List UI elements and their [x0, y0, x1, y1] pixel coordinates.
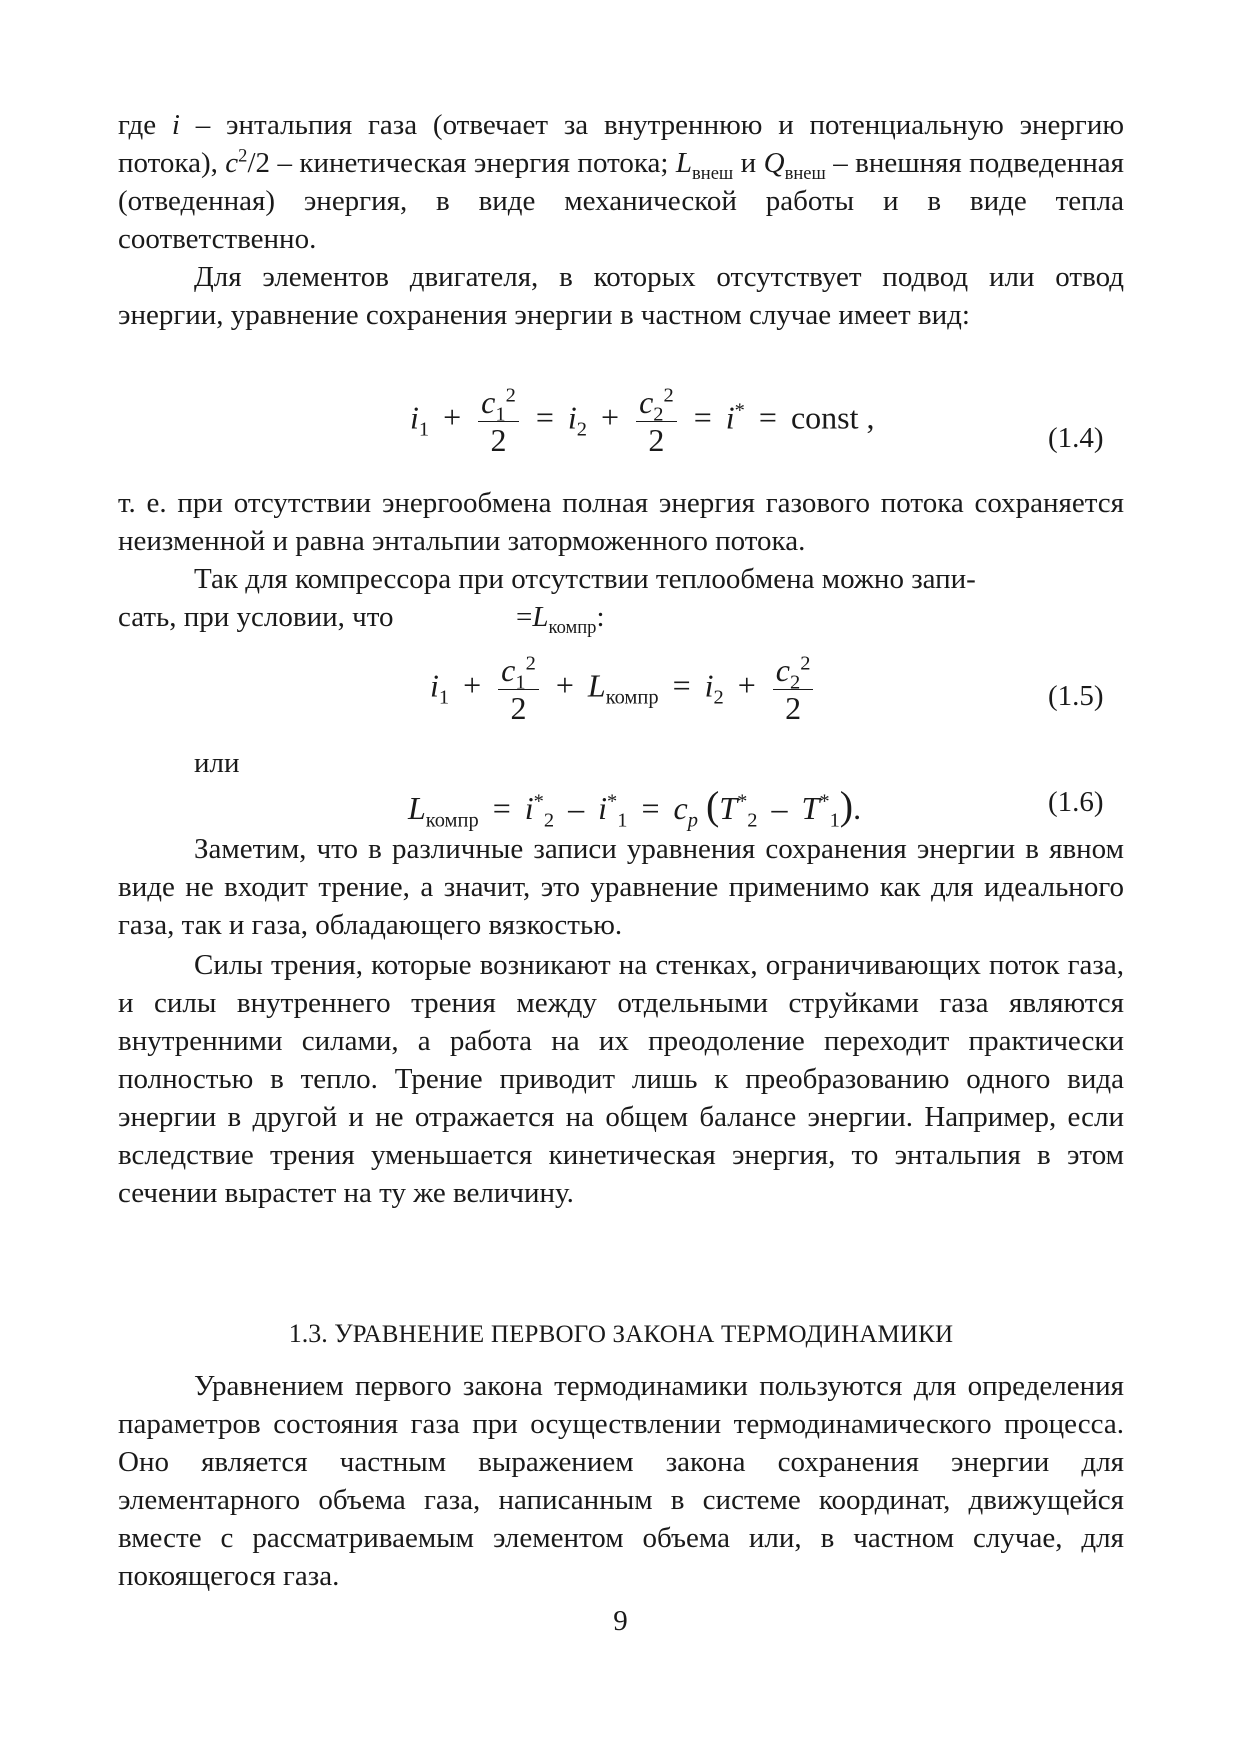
plus-sign: +: [737, 667, 756, 704]
subscript: 2: [576, 418, 588, 441]
subscript: 2: [653, 403, 664, 426]
minus-sign: –: [568, 790, 585, 826]
equals-sign: =: [535, 399, 554, 436]
subscript: 2: [747, 809, 758, 832]
section-number: 1.3.: [288, 1319, 335, 1348]
equation-number-1-4: (1.4): [1048, 422, 1104, 454]
equals-sign: =: [672, 667, 691, 704]
var-T: T: [801, 790, 820, 826]
text-run: и: [733, 147, 764, 179]
right-paren: ): [839, 783, 854, 828]
var-T: T: [719, 790, 738, 826]
paragraph-enthalpy-definition: [118, 106, 1124, 258]
subscript: 1: [829, 809, 840, 832]
subscript: внеш: [692, 162, 734, 184]
equals-sign: =: [693, 399, 712, 436]
superscript: *: [819, 790, 830, 813]
subscript: 2: [790, 671, 801, 694]
fraction: [478, 384, 519, 458]
superscript: 2: [800, 652, 811, 675]
paragraph-energy-conservation-intro: Для элементов двигателя, в которых отсутствует подвод или отвод энергии, уравнение сохранения энергии в частном случае имеет вид:: [118, 261, 1124, 331]
var-Q: Q: [763, 147, 785, 179]
var-i: i: [524, 790, 534, 826]
var-c: c: [501, 652, 516, 688]
superscript: *: [606, 790, 618, 813]
var-L: L: [408, 790, 426, 826]
superscript: 2: [505, 384, 516, 407]
equation-number-1-6: (1.6): [1048, 786, 1104, 818]
equals-sign: =: [516, 601, 533, 633]
paragraph-compressor-line1: Так для компрессора при отсутствии теплообмена можно запи-: [194, 563, 976, 595]
equals-sign: =: [641, 790, 660, 826]
subscript: 1: [438, 686, 450, 709]
or-word: или: [194, 747, 240, 779]
section-heading: [118, 1317, 1124, 1352]
paragraph-total-energy: т. е. при отсутствии энергообмена полная энергия газового потока сохраняется неизменной и равна энтальпии заторможенного потока.: [118, 487, 1124, 557]
var-L: L: [675, 147, 693, 179]
numerator: [773, 652, 814, 694]
equation-1-5: [430, 652, 816, 726]
page-number: 9: [613, 1605, 628, 1637]
paragraph-friction-note: Заметим, что в различные записи уравнения сохранения энергии в явном виде не входит трение, а значит, это уравнение применимо как для идеального газа, так и газа, обладающего вязкостью.: [118, 833, 1124, 941]
subscript: p: [687, 809, 698, 832]
subscript: 1: [617, 809, 628, 832]
const-text: const: [790, 399, 859, 436]
subscript: компр: [425, 809, 479, 832]
fraction: [773, 652, 814, 726]
var-i: i: [567, 399, 577, 436]
plus-sign: +: [443, 399, 462, 436]
denominator: 2: [490, 422, 507, 458]
subscript: 1: [495, 403, 506, 426]
denominator: 2: [648, 422, 665, 458]
comma: ,: [858, 399, 875, 436]
var-i: i: [171, 109, 180, 141]
left-paren: (: [705, 783, 720, 828]
equation-1-4: [410, 384, 875, 458]
paragraph-friction-forces: Силы трения, которые возникают на стенках, ограничивающих поток газа, и силы внутреннего трения между отдельными струйками газа являются внутренними силами, а работа на их преодоление переходит практически полностью в тепло. Трение приводит лишь к преобразованию одного вида энергии в другой и не отражается на общем балансе энергии. Например, если вследствие трения уменьшается кинетическая энергия, то энтальпия в этом сечении вырастет на ту же величину.: [118, 949, 1124, 1209]
superscript: *: [734, 399, 745, 422]
var-c: c: [481, 384, 496, 420]
colon: :: [596, 601, 605, 633]
subscript: 2: [713, 686, 724, 709]
text-run: /2 – кинетическая энергия потока;: [247, 147, 676, 179]
equals-sign: =: [758, 399, 777, 436]
text-run: где: [118, 109, 172, 141]
equation-1-6: [408, 782, 862, 832]
subscript: компр: [605, 686, 659, 709]
plus-sign: +: [463, 667, 482, 704]
period: .: [853, 790, 862, 826]
text-run: – энтальпия газа (отвечает за внутреннюю и потенциальную энергию потока),: [118, 109, 1124, 179]
numerator: [498, 652, 539, 694]
var-L: L: [532, 601, 549, 633]
superscript: 2: [663, 384, 674, 407]
minus-sign: –: [771, 790, 788, 826]
compressor-condition: [516, 598, 605, 636]
plus-sign: +: [555, 667, 574, 704]
denominator: 2: [785, 690, 802, 726]
var-i: i: [704, 667, 714, 704]
denominator: 2: [510, 690, 527, 726]
numerator: [478, 384, 519, 426]
var-c: c: [639, 384, 654, 420]
subscript: компр: [548, 616, 597, 638]
var-i: i: [430, 667, 439, 704]
subscript: 2: [543, 809, 555, 832]
var-i: i: [410, 399, 419, 436]
equals-sign: =: [492, 790, 511, 826]
subscript: внеш: [784, 162, 826, 184]
var-c: c: [775, 652, 790, 688]
superscript: 2: [525, 652, 536, 675]
var-c: c: [225, 147, 239, 179]
heading-smallcaps: РАВНЕНИЕ ПЕРВОГО ЗАКОНА ТЕРМОДИНАМИКИ: [352, 1321, 954, 1348]
subscript: 1: [418, 418, 430, 441]
paragraph-first-law: Уравнением первого закона термодинамики пользуются для определения параметров состояния газа при осуществлении термодинамического процесса. Оно является частным выражением закона сохранения энергии для элементарного объема газа, написанным в системе координат, движущейся вместе с рассматриваемым элементом объема или, в частном случае, для покоящегося газа.: [118, 1370, 1124, 1592]
fraction: [498, 652, 539, 726]
fraction: [636, 384, 677, 458]
numerator: [636, 384, 677, 426]
superscript: *: [737, 790, 748, 813]
equation-number-1-5: (1.5): [1048, 680, 1104, 712]
var-i: i: [725, 399, 735, 436]
var-L: L: [587, 667, 606, 704]
superscript: 2: [238, 145, 248, 167]
text-run: – внешняя подведенная (отведенная) энергия, в виде механической работы и в виде тепла соответственно.: [118, 147, 1124, 255]
plus-sign: +: [601, 399, 620, 436]
superscript: *: [533, 790, 544, 813]
var-i: i: [598, 790, 607, 826]
var-c: c: [673, 790, 688, 826]
paragraph-compressor-line2: сать, при условии, что: [118, 601, 394, 633]
heading-capital: У: [334, 1319, 353, 1348]
subscript: 1: [515, 671, 526, 694]
